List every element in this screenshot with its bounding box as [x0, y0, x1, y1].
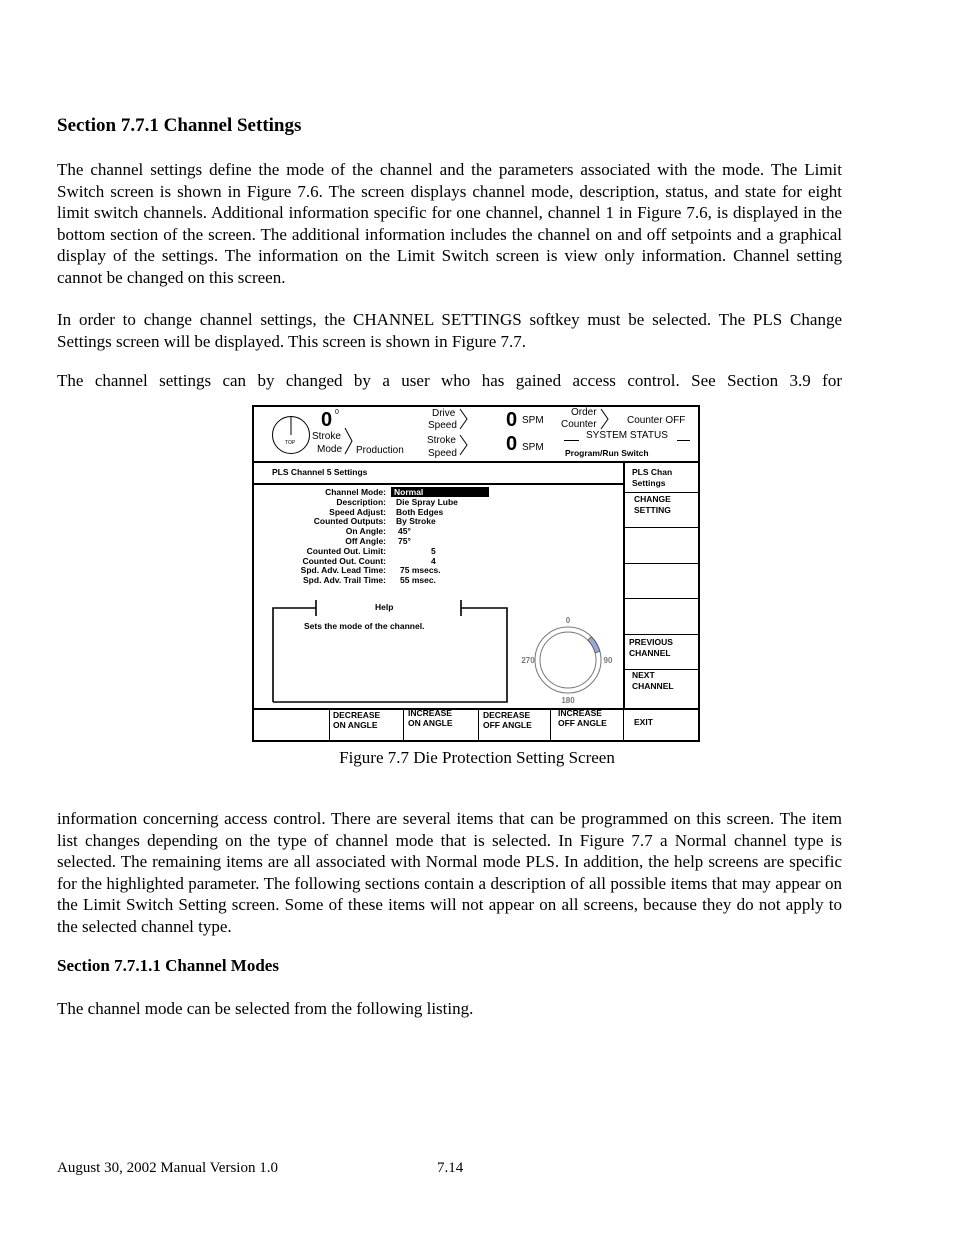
setting-counted-out-limit[interactable]: [254, 546, 494, 556]
chevron-right-icon: [344, 427, 354, 455]
dial-label-270: 270: [521, 656, 535, 665]
stroke-speed-label-1: Stroke: [427, 435, 456, 446]
subsection-heading: Section 7.7.1.1 Channel Modes: [57, 956, 279, 975]
softkey-previous-channel[interactable]: [629, 637, 700, 658]
run-switch-status: Program/Run Switch: [565, 448, 649, 458]
softkey-next-channel[interactable]: [632, 670, 700, 691]
angle-dial: [516, 613, 620, 707]
increase-on-angle-button[interactable]: [408, 709, 453, 728]
bottom-key-label: EXIT: [634, 717, 653, 727]
softkey-label: CHANGE: [634, 494, 671, 504]
bottom-key-label: DECREASE: [483, 710, 531, 720]
setting-value: Die Spray Lube: [396, 496, 458, 507]
setting-value: 75°: [398, 536, 411, 546]
setting-label: Speed Adjust:: [329, 506, 386, 517]
footer-date-version: August 30, 2002 Manual Version 1.0: [57, 1160, 278, 1176]
help-title: Help: [375, 602, 394, 612]
mode-value: Production: [356, 445, 404, 456]
softkey-label: CHANNEL: [632, 680, 674, 691]
softkey-label: CHANNEL: [629, 647, 671, 658]
footer-page-number: 7.14: [437, 1160, 464, 1176]
exit-button[interactable]: [634, 718, 653, 728]
setting-counted-out-count[interactable]: [254, 556, 494, 566]
paragraph-intro: The channel settings define the mode of the channel and the parameters associated with the mode. The Limit Switch screen is shown in Figure 7.6. The screen displays channel mode, description, status, and state for eight limit switch channels. Additional information specific for one channel, channel 1 in Figure 7.6, is displayed in the bottom section of the screen. The additional information includes the channel on and off setpoints and a graphical display of the settings. The information on the Limit Switch screen is view only information. Channel setting cannot be changed on this screen.: [57, 160, 842, 287]
setting-label: Counted Outputs:: [313, 516, 386, 527]
softkey-label: SETTING: [634, 504, 671, 515]
softkey-change-setting[interactable]: [634, 494, 700, 515]
setting-label: Off Angle:: [345, 536, 386, 546]
softkey-label: PLS Chan: [632, 467, 673, 477]
setting-label: Counted Out. Count:: [302, 555, 386, 566]
stroke-speed-label-2: Speed: [428, 448, 457, 459]
setting-lead-time[interactable]: [254, 565, 494, 575]
drive-spm-unit: SPM: [522, 415, 544, 426]
softkey-label: Settings: [632, 477, 666, 488]
paragraph-access-control: information concerning access control. There are several items that can be programmed on this screen. The item list changes depending on the type of channel mode that is selected. In Figure 7.7 a Normal channel type is selected. The remaining items are all associated with Normal mode PLS. In addition, the help screens are specific for the highlighted parameter. The following sections contain a description of all possible items that may appear on the Limit Switch Setting screen. Some of these items will not appear on all screens, because they do not apply to the selected channel type.: [57, 809, 842, 936]
paragraph-mode-listing: The channel mode can be selected from the following listing.: [57, 999, 474, 1018]
order-label: Order: [571, 407, 597, 418]
setting-on-angle[interactable]: [254, 526, 494, 536]
setting-off-angle[interactable]: [254, 536, 494, 546]
setting-description[interactable]: [254, 497, 494, 507]
setting-label: Spd. Adv. Trail Time:: [303, 575, 386, 586]
chevron-right-icon: [459, 408, 469, 430]
dial-label-0: 0: [565, 616, 571, 625]
bottom-key-label: OFF ANGLE: [558, 717, 607, 728]
setting-trail-time[interactable]: [254, 575, 494, 585]
setting-counted-outputs[interactable]: [254, 516, 494, 526]
bottom-key-label: ON ANGLE: [408, 717, 453, 728]
drive-spm-value: 0: [506, 409, 518, 431]
chevron-right-icon: [459, 434, 469, 456]
system-status-label: SYSTEM STATUS: [586, 430, 668, 441]
setting-value: 5: [431, 545, 436, 556]
setting-value: 4: [431, 555, 436, 566]
softkey-blank-1[interactable]: [625, 531, 698, 561]
chevron-right-icon: [600, 408, 610, 430]
paragraph-change-settings: In order to change channel settings, the CHANNEL SETTINGS softkey must be selected. The PLS Change Settings screen will be displayed. This screen is shown in Figure 7.7.: [57, 310, 842, 351]
bottom-key-label: DECREASE: [333, 710, 381, 720]
stroke-dial-icon: [271, 415, 311, 455]
bottom-key-label: INCREASE: [408, 708, 452, 718]
stroke-spm-unit: SPM: [522, 442, 544, 453]
setting-value-highlighted[interactable]: Normal: [391, 487, 489, 497]
panel-title: PLS Channel 5 Settings: [272, 467, 368, 477]
counter-label: Counter: [561, 419, 597, 430]
help-text: Sets the mode of the channel.: [304, 621, 425, 631]
increase-off-angle-button[interactable]: [558, 709, 607, 728]
setting-label: Description:: [336, 496, 386, 507]
dial-label-90: 90: [603, 656, 613, 665]
setting-value: 75 msecs.: [400, 565, 441, 576]
setting-label: Spd. Adv. Lead Time:: [300, 565, 386, 576]
setting-value: Both Edges: [396, 506, 444, 517]
paragraph-access-start: The channel settings can by changed by a user who has gained access control. See Section 3.9 for: [57, 371, 842, 390]
setting-value: 55 msec.: [400, 575, 436, 586]
stroke-count: 0: [321, 409, 333, 431]
dial-top-label: TOP: [285, 440, 296, 446]
softkey-pls-chan-settings[interactable]: [632, 467, 700, 488]
stroke-spm-value: 0: [506, 433, 518, 455]
stroke-label: Stroke: [312, 431, 341, 442]
setting-value: 45°: [398, 526, 411, 537]
bottom-key-label: ON ANGLE: [333, 719, 378, 730]
setting-label: On Angle:: [345, 526, 386, 537]
softkey-label: NEXT: [632, 670, 655, 680]
softkey-blank-2[interactable]: [625, 567, 698, 597]
counter-status: Counter OFF: [627, 415, 686, 426]
bottom-key-label: OFF ANGLE: [483, 719, 532, 730]
setting-speed-adjust[interactable]: [254, 507, 494, 517]
stroke-count-sup: 0: [335, 409, 339, 416]
drive-speed-label-2: Speed: [428, 420, 457, 431]
pls-settings-screen: [252, 405, 700, 742]
drive-speed-label-1: Drive: [432, 408, 456, 419]
bottom-key-label: INCREASE: [558, 708, 602, 718]
help-box-frame: [272, 597, 508, 703]
decrease-on-angle-button[interactable]: [333, 711, 380, 730]
setting-label: Channel Mode:: [325, 487, 386, 497]
section-heading: Section 7.7.1 Channel Settings: [57, 115, 302, 136]
softkey-label: PREVIOUS: [629, 637, 673, 647]
figure-caption: Figure 7.7 Die Protection Setting Screen: [339, 748, 615, 767]
setting-value: By Stroke: [396, 516, 436, 527]
dial-label-180: 180: [561, 696, 575, 705]
decrease-off-angle-button[interactable]: [483, 711, 532, 730]
setting-label: Counted Out. Limit:: [306, 545, 386, 556]
setting-channel-mode[interactable]: [254, 487, 494, 497]
mode-label: Mode: [317, 444, 343, 455]
